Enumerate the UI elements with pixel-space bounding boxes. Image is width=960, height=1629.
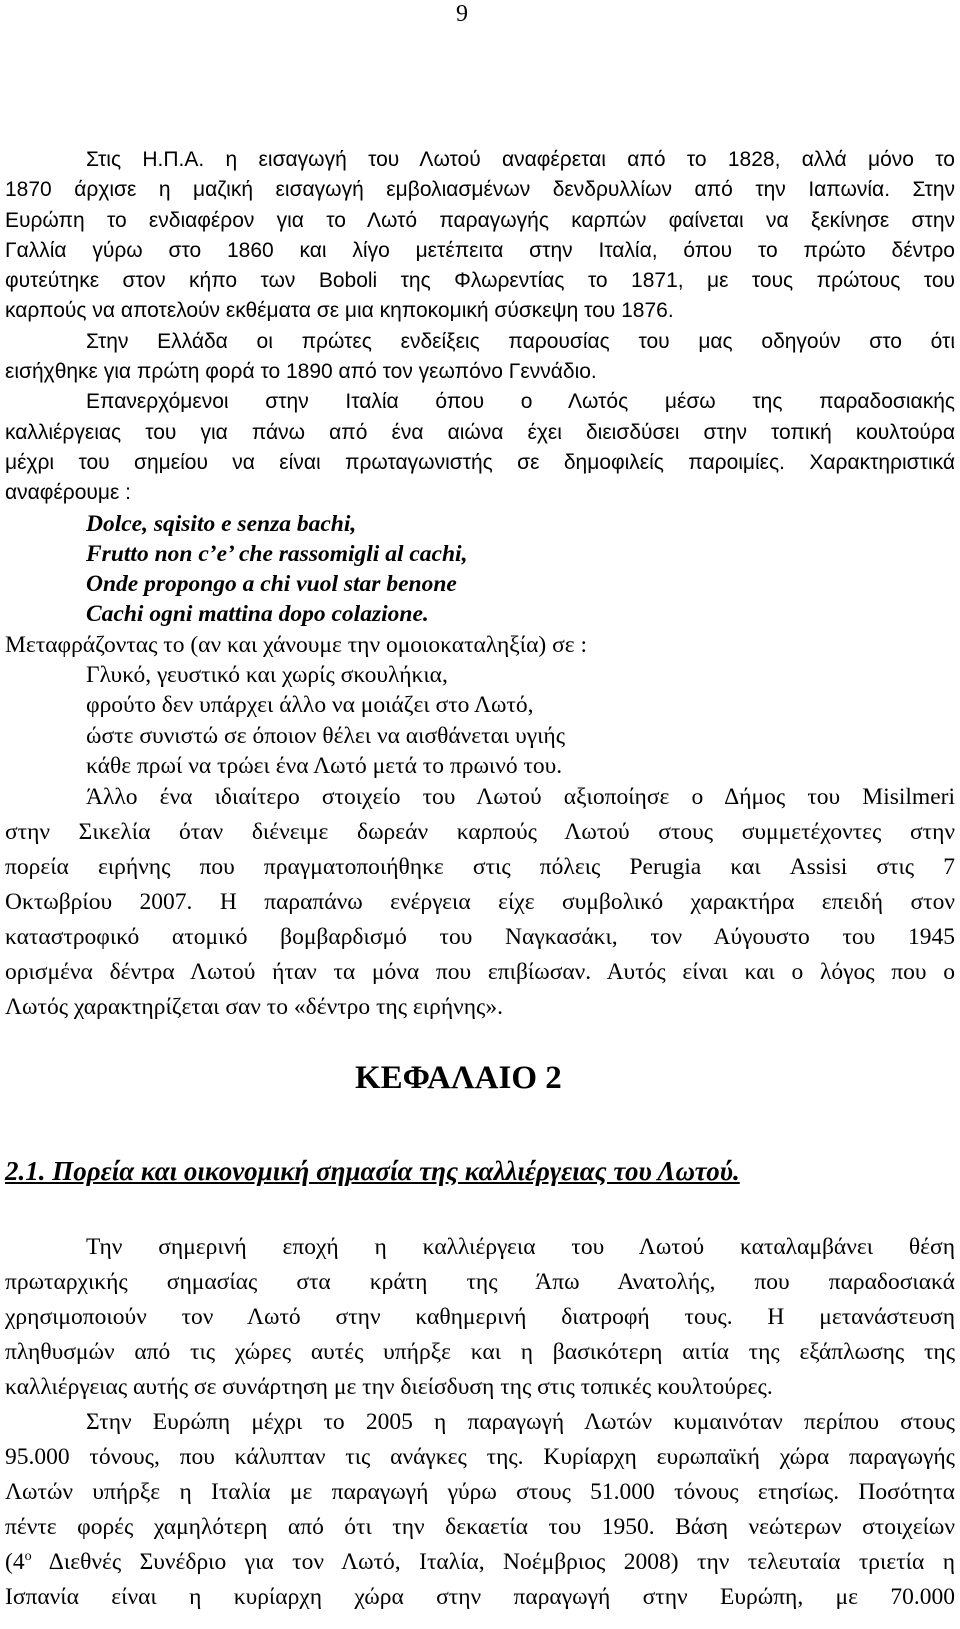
paragraph-line <box>5 1545 955 1580</box>
paragraph-line: στην Σικελία όταν διένειμε δωρεάν καρπούς Λωτού στους συμμετέχοντες στην <box>5 819 955 845</box>
poem-line: φρούτο δεν υπάρχει άλλο να μοιάζει στο Λωτό, <box>86 692 534 719</box>
poem-line: Dolce, sqisito e senza bachi, <box>86 510 357 537</box>
poem-line: κάθε πρωί να τρώει ένα Λωτό μετά το πρωινό του. <box>86 752 563 779</box>
paragraph-line: καλλιέργειας του για πάνω από ένα αιώνα έχει διεισδύσει στην τοπική κουλτούρα <box>5 420 955 444</box>
paragraph-italy-culture <box>5 387 955 508</box>
paragraph-line: πληθυσμών από τις χώρες αυτές υπήρξε και η βασικότερη αιτία της εξάπλωσης της <box>5 1338 955 1365</box>
paragraph-line: πορεία ειρήνης που πραγματοποιήθηκε στις πόλεις Perugia και Assisi στις 7 <box>5 854 955 880</box>
paragraph-line: χρησιμοποιούν τον Λωτό στην καθημερινή διατροφή τους. Η μετανάστευση <box>5 1303 955 1330</box>
paragraph-line: Στην Ελλάδα οι πρώτες ενδείξεις παρουσίας του μας οδηγούν στο ότι <box>86 329 955 353</box>
page-number: 9 <box>456 1 468 27</box>
paragraph-line: πέντε φορές χαμηλότερη από ότι την δεκαετία του 1950. Βάση νεώτερων στοιχείων <box>5 1513 955 1540</box>
poem-line: Γλυκό, γευστικό και χωρίς σκουλήκια, <box>86 662 448 689</box>
paragraph-line: πρωταρχικής σημασίας στα κράτη της Άπω Ανατολής, που παραδοσιακά <box>5 1268 955 1295</box>
line-segment: (4 <box>5 1548 25 1575</box>
paragraph-greece <box>5 327 955 388</box>
paragraph-line: μέχρι του σημείου να είναι πρωταγωνιστής σε δημοφιλείς παροιμίες. Χαρακτηριστικά <box>5 450 955 474</box>
paragraph-line: Λωτός χαρακτηρίζεται σαν το «δέντρο της ειρήνης». <box>5 994 503 1020</box>
paragraph-line: καρπούς να αποτελούν εκθέματα σε μια κηποκομική σύσκεψη του 1876. <box>5 299 674 323</box>
poem-italian <box>5 509 955 630</box>
paragraph-line: Οκτωβρίου 2007. Η παραπάνω ενέργεια είχε συμβολικό χαρακτήρα επειδή στον <box>5 889 955 915</box>
paragraph-line: 95.000 τόνους, που κάλυπταν τις ανάγκες της. Κυρίαρχη ευρωπαϊκή χώρα παραγωγής <box>5 1443 955 1470</box>
paragraph-line: καταστροφικό ατομικό βομβαρδισμό του Ναγκασάκι, τον Αύγουστο του 1945 <box>5 924 955 950</box>
line-segment: Διεθνές Συνέδριο για τον Λωτό, Ιταλία, Νοέμβριος 2008) την τελευταία τριετία η <box>31 1548 955 1575</box>
paragraph-line: καλλιέργειας αυτής σε συνάρτηση με την διείσδυση της στις τοπικές κουλτούρες. <box>5 1373 773 1400</box>
paragraph-line: Ισπανία είναι η κυρίαρχη χώρα στην παραγωγή στην Ευρώπη, με 70.000 <box>5 1583 955 1610</box>
poem-line: Onde propongo a chi vuol star benone <box>86 571 457 598</box>
paragraph-line: φυτεύτηκε στον κήπο των Boboli της Φλωρεντίας το 1871, με τους πρώτους του <box>5 269 955 293</box>
paragraph-line: Λωτών υπήρξε η Ιταλία με παραγωγή γύρω στους 51.000 τόνους ετησίως. Ποσότητα <box>5 1478 955 1505</box>
ordinal-superscript: ο <box>24 1547 32 1564</box>
paragraph-line: Την σημερινή εποχή η καλλιέργεια του Λωτού καταλαμβάνει θέση <box>86 1233 955 1260</box>
translation-intro: Μεταφράζοντας το (αν και χάνουμε την ομοιοκαταληξία) σε : <box>5 631 588 658</box>
paragraph-line: Επανερχόμενοι στην Ιταλία όπου ο Λωτός μέσω της παραδοσιακής <box>86 390 955 414</box>
chapter-heading: ΚΕΦΑΛΑΙΟ 2 <box>355 1060 562 1096</box>
paragraph-line: Άλλο ένα ιδιαίτερο στοιχείο του Λωτού αξιοποίησε ο Δήμος του Misilmeri <box>86 784 955 810</box>
paragraph-line: εισήχθηκε για πρώτη φορά το 1890 από τον γεωπόνο Γεννάδιο. <box>5 360 597 384</box>
text-block-section-2-1 <box>5 1230 955 1615</box>
poem-line: Frutto non c’e’ che rassomigli al cachi, <box>86 540 468 567</box>
poem-greek <box>5 660 955 781</box>
paragraph-line: ορισμένα δέντρα Λωτού ήταν τα μόνα που επιβίωσαν. Αυτός είναι και ο λόγος που ο <box>5 959 955 985</box>
paragraph-europe-production <box>5 1405 955 1615</box>
paragraph-line: Στην Ευρώπη μέχρι το 2005 η παραγωγή Λωτών κυμαινόταν περίπου στους <box>86 1408 955 1435</box>
text-block-intro <box>5 145 955 781</box>
paragraph-line: Στις Η.Π.Α. η εισαγωγή του Λωτού αναφέρεται από το 1828, αλλά μόνο το <box>86 148 955 171</box>
paragraph-line: Γαλλία γύρω στο 1860 και λίγο μετέπειτα στην Ιταλία, όπου το πρώτο δέντρο <box>5 238 955 262</box>
poem-line: ώστε συνιστώ σε όποιον θέλει να αισθάνεται υγιής <box>86 722 566 749</box>
paragraph-introduction-history <box>5 145 955 327</box>
paragraph-far-east <box>5 1230 955 1405</box>
paragraph-peace-tree <box>5 780 955 1025</box>
poem-line: Cachi ogni mattina dopo colazione. <box>86 601 429 628</box>
paragraph-line: Ευρώπη το ενδιαφέρον για το Λωτό παραγωγής καρπών φαίνεται να ξεκίνησε στην <box>5 208 955 232</box>
paragraph-line: 1870 άρχισε η μαζική εισαγωγή εμβολιασμένων δενδρυλλίων από την Ιαπωνία. Στην <box>5 178 955 202</box>
paragraph-line: αναφέρουμε : <box>5 481 131 505</box>
section-heading: 2.1. Πορεία και οικονομική σημασία της καλλιέργειας του Λωτού. <box>5 1156 740 1186</box>
